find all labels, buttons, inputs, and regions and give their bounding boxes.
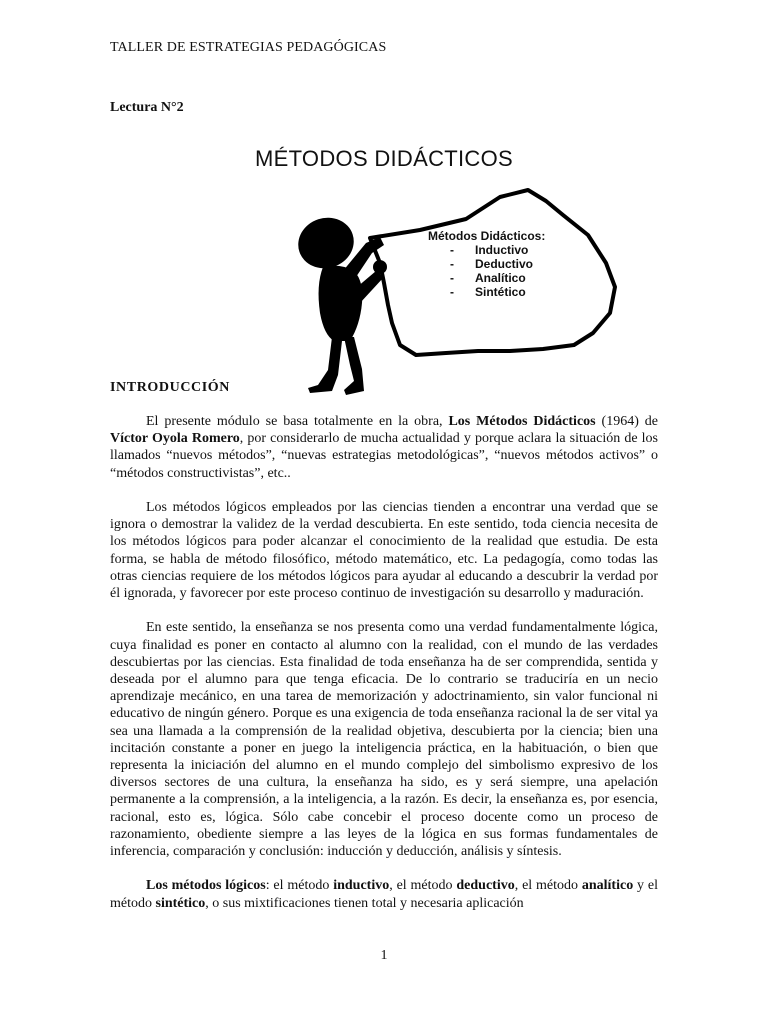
sign-text xyxy=(428,229,545,299)
paragraph-4: Los métodos lógicos: el método inductivo, el método deductivo, el método analítico y el método sintético, o sus mixtificaciones tienen total y necesaria aplicación xyxy=(110,878,658,911)
document-header: TALLER DE ESTRATEGIAS PEDAGÓGICAS xyxy=(110,40,387,55)
document-body xyxy=(110,413,658,929)
reading-number: Lectura N°2 xyxy=(110,100,184,115)
list-item: - Sintético xyxy=(450,285,526,299)
list-item: - Analítico xyxy=(450,271,526,285)
methods-list xyxy=(428,243,545,299)
figure-torso xyxy=(319,266,363,341)
page-title: MÉTODOS DIDÁCTICOS xyxy=(254,146,513,171)
paragraph-2: Los métodos lógicos empleados por las ciencias tienden a encontrar una verdad que se ignora o demostrar la validez de la verdad descubierta. En este sentido, toda ciencia necesita de los métodos lógicos para poder alcanzar el conocimiento de la realidad que estudia. De esta forma, se habla de método filosófico, método matemático, etc. La pedagogía, como todas las otras ciencias requiere de los métodos lógicos para ayudar al educando a descubrir la verdad por él ignorada, y favorecer por este proceso continuo de investigación su desarrollo y maduración. xyxy=(110,500,658,602)
sign-heading: Métodos Didácticos: xyxy=(428,229,546,243)
section-heading-introduccion: INTRODUCCIÓN xyxy=(110,380,230,395)
paragraph-3: En este sentido, la enseñanza se nos presenta como una verdad fundamentalmente lógica, cuya finalidad es poner en contacto al alumno con la realidad, con el mundo de las verdades descubiertas por las ciencias. Esta finalidad de toda enseñanza ha de ser comprendida, sentida y deseada por el alumno para que tenga eficacia. De lo contrario se traduciría en un necio aprendizaje mecánico, en una tarea de memorización y adoctrinamiento, sin valor funcional ni educativo de ningún género. Porque es una exigencia de toda enseñanza racional la de ser vital ya sea una llamada a la comprensión de la realidad objetiva, descubierta por la ciencia; bien una incitación constante a poner en juego la inteligencia práctica, en la habituación, o bien que representa la iniciación del alumno en el mundo complejo del simbolismo expresivo de los diversos sectores de una cultura, la enseñanza ha sido, es y será siempre, una apelación permanente a la comprensión, a la inteligencia, a la razón. Es decir, la enseñanza es, por esencia, racional, esto es, lógica. Sólo cabe concebir el proceso docente como un proceso de razonamiento, obediente siempre a las leyes de la lógica en sus formas fundamentales de inferencia, comparación y conclusión: inducción y deducción, análisis y síntesis. xyxy=(110,620,658,860)
list-item: - Inductivo xyxy=(450,243,529,257)
figure-left-leg xyxy=(308,337,342,393)
figure-right-leg xyxy=(344,337,364,395)
page-number: 1 xyxy=(380,948,388,963)
paragraph-1: El presente módulo se basa totalmente en la obra, Los Métodos Didácticos (1964) de Víctor Oyola Romero, por considerarlo de mucha actualidad y porque aclara la situación de los llamados “nuevos métodos”, “nuevas estrategias metodológicas”, “nuevos métodos activos” o “métodos constructivistas”, etc.. xyxy=(110,414,658,481)
list-item: - Deductivo xyxy=(450,257,534,271)
